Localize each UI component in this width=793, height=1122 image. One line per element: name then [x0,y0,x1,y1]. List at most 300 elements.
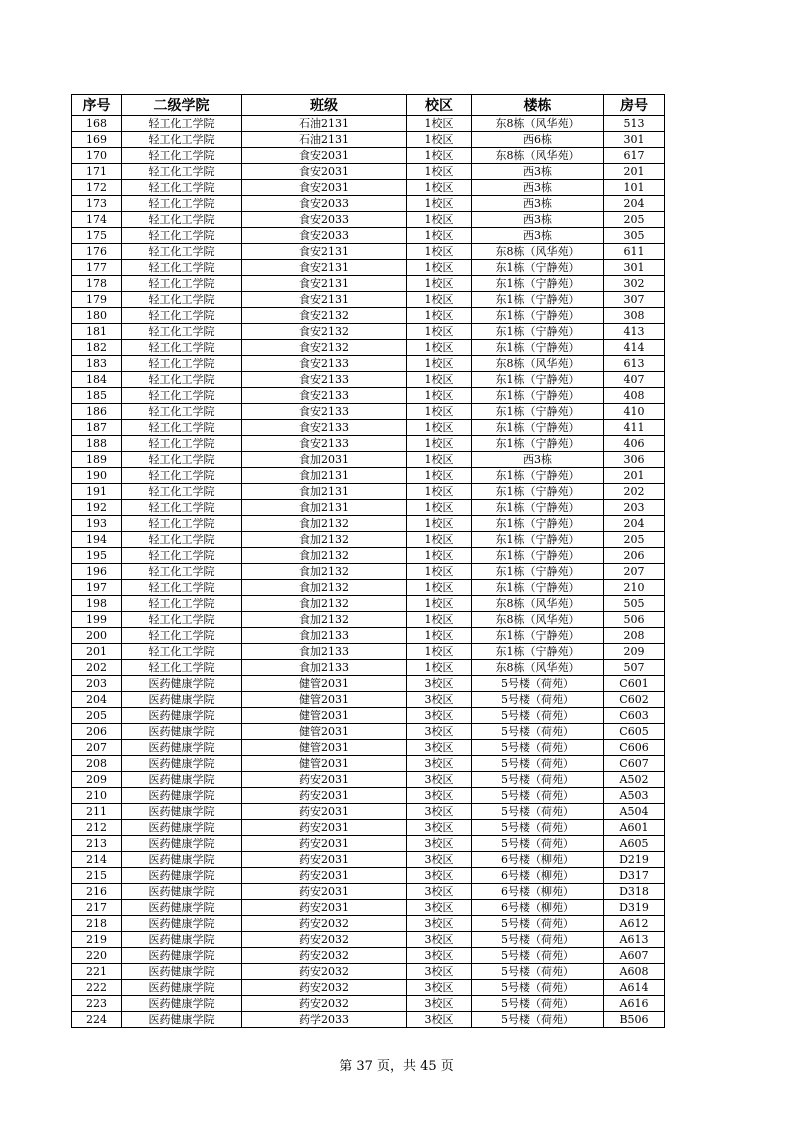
table-row [72,692,665,708]
cell-building: 东1栋（宁静苑） [472,292,604,308]
cell-index: 218 [72,916,122,932]
cell-college: 医药健康学院 [122,676,242,692]
cell-index: 198 [72,596,122,612]
cell-class: 食安2132 [242,308,407,324]
table-row [72,340,665,356]
cell-room: D219 [604,852,665,868]
cell-index: 176 [72,244,122,260]
cell-index: 188 [72,436,122,452]
table-row [72,628,665,644]
cell-class: 石油2131 [242,132,407,148]
cell-college: 医药健康学院 [122,724,242,740]
cell-index: 169 [72,132,122,148]
table-row [72,468,665,484]
table-row [72,228,665,244]
cell-class: 药安2031 [242,868,407,884]
cell-room: 611 [604,244,665,260]
header-building: 楼栋 [472,95,604,116]
cell-class: 食安2132 [242,340,407,356]
cell-building: 东1栋（宁静苑） [472,564,604,580]
cell-index: 172 [72,180,122,196]
cell-college: 轻工化工学院 [122,436,242,452]
cell-building: 东1栋（宁静苑） [472,548,604,564]
cell-index: 201 [72,644,122,660]
cell-class: 药安2031 [242,804,407,820]
cell-building: 5号楼（荷苑） [472,932,604,948]
cell-building: 东8栋（风华苑） [472,244,604,260]
table-row [72,548,665,564]
cell-index: 208 [72,756,122,772]
cell-campus: 1校区 [407,324,472,340]
cell-room: 513 [604,116,665,132]
cell-index: 216 [72,884,122,900]
cell-building: 5号楼（荷苑） [472,964,604,980]
cell-class: 药安2031 [242,820,407,836]
cell-index: 220 [72,948,122,964]
table-row [72,532,665,548]
cell-room: 506 [604,612,665,628]
cell-class: 食安2033 [242,228,407,244]
cell-class: 食安2133 [242,404,407,420]
table-row [72,820,665,836]
cell-room: 406 [604,436,665,452]
table-row [72,852,665,868]
table-row [72,660,665,676]
cell-college: 轻工化工学院 [122,548,242,564]
cell-college: 医药健康学院 [122,996,242,1012]
cell-class: 石油2131 [242,116,407,132]
cell-room: 205 [604,212,665,228]
cell-college: 医药健康学院 [122,884,242,900]
cell-building: 东1栋（宁静苑） [472,580,604,596]
table-row [72,612,665,628]
cell-index: 221 [72,964,122,980]
cell-room: D317 [604,868,665,884]
cell-building: 6号楼（柳苑） [472,884,604,900]
table-row [72,420,665,436]
cell-building: 东1栋（宁静苑） [472,276,604,292]
table-row [72,516,665,532]
cell-class: 药安2031 [242,900,407,916]
cell-class: 食安2031 [242,148,407,164]
cell-college: 轻工化工学院 [122,356,242,372]
cell-college: 轻工化工学院 [122,212,242,228]
cell-room: 205 [604,532,665,548]
table-row [72,164,665,180]
cell-college: 轻工化工学院 [122,292,242,308]
cell-campus: 3校区 [407,932,472,948]
table-row [72,324,665,340]
cell-index: 189 [72,452,122,468]
cell-index: 214 [72,852,122,868]
cell-room: D319 [604,900,665,916]
cell-index: 173 [72,196,122,212]
header-campus: 校区 [407,95,472,116]
cell-room: 203 [604,500,665,516]
cell-index: 193 [72,516,122,532]
cell-college: 医药健康学院 [122,772,242,788]
table-row [72,196,665,212]
cell-room: A504 [604,804,665,820]
table-row [72,724,665,740]
cell-class: 食安2132 [242,324,407,340]
cell-college: 轻工化工学院 [122,148,242,164]
cell-index: 223 [72,996,122,1012]
cell-building: 东1栋（宁静苑） [472,372,604,388]
cell-class: 药安2032 [242,996,407,1012]
cell-index: 212 [72,820,122,836]
cell-class: 食安2133 [242,372,407,388]
cell-class: 食安2131 [242,244,407,260]
cell-class: 食安2131 [242,260,407,276]
cell-college: 医药健康学院 [122,756,242,772]
cell-room: 302 [604,276,665,292]
cell-campus: 1校区 [407,452,472,468]
cell-campus: 1校区 [407,644,472,660]
cell-college: 轻工化工学院 [122,340,242,356]
cell-campus: 3校区 [407,948,472,964]
cell-building: 5号楼（荷苑） [472,724,604,740]
cell-building: 东1栋（宁静苑） [472,500,604,516]
cell-room: 101 [604,180,665,196]
cell-building: 西3栋 [472,228,604,244]
cell-class: 健管2031 [242,708,407,724]
table-row [72,900,665,916]
cell-college: 轻工化工学院 [122,564,242,580]
cell-index: 186 [72,404,122,420]
cell-campus: 1校区 [407,212,472,228]
cell-index: 177 [72,260,122,276]
cell-building: 5号楼（荷苑） [472,708,604,724]
cell-class: 药安2031 [242,836,407,852]
cell-building: 东1栋（宁静苑） [472,388,604,404]
cell-index: 203 [72,676,122,692]
cell-room: 301 [604,260,665,276]
cell-college: 医药健康学院 [122,932,242,948]
cell-campus: 3校区 [407,724,472,740]
cell-room: 201 [604,164,665,180]
cell-index: 178 [72,276,122,292]
cell-campus: 1校区 [407,564,472,580]
cell-campus: 1校区 [407,196,472,212]
cell-index: 180 [72,308,122,324]
cell-building: 5号楼（荷苑） [472,804,604,820]
cell-building: 西3栋 [472,164,604,180]
cell-building: 东1栋（宁静苑） [472,324,604,340]
cell-index: 187 [72,420,122,436]
cell-building: 东1栋（宁静苑） [472,644,604,660]
table-row [72,868,665,884]
cell-building: 东8栋（风华苑） [472,148,604,164]
table-row [72,772,665,788]
cell-class: 食加2031 [242,452,407,468]
table-row [72,388,665,404]
cell-index: 196 [72,564,122,580]
cell-building: 5号楼（荷苑） [472,788,604,804]
dormitory-table [71,94,665,1028]
cell-room: 613 [604,356,665,372]
cell-class: 食加2132 [242,532,407,548]
cell-room: C605 [604,724,665,740]
cell-college: 轻工化工学院 [122,420,242,436]
cell-building: 5号楼（荷苑） [472,1012,604,1028]
cell-index: 185 [72,388,122,404]
cell-building: 西6栋 [472,132,604,148]
table-row [72,996,665,1012]
cell-college: 轻工化工学院 [122,132,242,148]
header-index: 序号 [72,95,122,116]
cell-room: 305 [604,228,665,244]
table-row [72,276,665,292]
table-row [72,308,665,324]
cell-index: 205 [72,708,122,724]
cell-college: 轻工化工学院 [122,612,242,628]
cell-class: 食加2132 [242,564,407,580]
cell-class: 食安2131 [242,276,407,292]
cell-room: A616 [604,996,665,1012]
cell-college: 轻工化工学院 [122,324,242,340]
cell-college: 医药健康学院 [122,692,242,708]
table-row [72,452,665,468]
cell-college: 医药健康学院 [122,708,242,724]
cell-campus: 1校区 [407,628,472,644]
cell-room: 306 [604,452,665,468]
header-room: 房号 [604,95,665,116]
cell-college: 轻工化工学院 [122,580,242,596]
cell-class: 食加2131 [242,500,407,516]
cell-building: 东1栋（宁静苑） [472,484,604,500]
cell-room: C602 [604,692,665,708]
table-row [72,884,665,900]
cell-building: 东8栋（风华苑） [472,116,604,132]
cell-building: 东1栋（宁静苑） [472,436,604,452]
cell-class: 食加2132 [242,596,407,612]
cell-campus: 3校区 [407,804,472,820]
cell-room: C603 [604,708,665,724]
cell-college: 医药健康学院 [122,948,242,964]
table-row [72,260,665,276]
cell-index: 210 [72,788,122,804]
header-college: 二级学院 [122,95,242,116]
cell-room: 307 [604,292,665,308]
cell-college: 轻工化工学院 [122,628,242,644]
cell-campus: 1校区 [407,148,472,164]
cell-college: 轻工化工学院 [122,388,242,404]
cell-campus: 3校区 [407,964,472,980]
table-row [72,180,665,196]
cell-building: 5号楼（荷苑） [472,836,604,852]
cell-index: 215 [72,868,122,884]
cell-campus: 1校区 [407,484,472,500]
cell-campus: 1校区 [407,548,472,564]
cell-index: 183 [72,356,122,372]
cell-index: 204 [72,692,122,708]
cell-index: 219 [72,932,122,948]
cell-class: 食安2033 [242,196,407,212]
cell-college: 医药健康学院 [122,788,242,804]
cell-campus: 1校区 [407,276,472,292]
cell-building: 5号楼（荷苑） [472,772,604,788]
cell-college: 医药健康学院 [122,964,242,980]
cell-room: C601 [604,676,665,692]
table-row [72,980,665,996]
cell-college: 轻工化工学院 [122,644,242,660]
cell-class: 药安2032 [242,948,407,964]
cell-building: 5号楼（荷苑） [472,820,604,836]
cell-class: 食安2033 [242,212,407,228]
table-row [72,644,665,660]
cell-room: 407 [604,372,665,388]
cell-class: 食安2133 [242,420,407,436]
table-row [72,836,665,852]
cell-building: 东1栋（宁静苑） [472,468,604,484]
cell-building: 西3栋 [472,196,604,212]
cell-college: 医药健康学院 [122,836,242,852]
cell-campus: 1校区 [407,596,472,612]
cell-class: 食安2133 [242,436,407,452]
cell-college: 轻工化工学院 [122,116,242,132]
cell-index: 171 [72,164,122,180]
cell-building: 西3栋 [472,180,604,196]
cell-campus: 3校区 [407,884,472,900]
cell-campus: 1校区 [407,660,472,676]
cell-campus: 1校区 [407,372,472,388]
cell-campus: 1校区 [407,404,472,420]
cell-campus: 1校区 [407,132,472,148]
table-row [72,804,665,820]
cell-college: 医药健康学院 [122,980,242,996]
cell-building: 西3栋 [472,452,604,468]
cell-college: 轻工化工学院 [122,484,242,500]
cell-campus: 1校区 [407,228,472,244]
cell-index: 174 [72,212,122,228]
table-row [72,1012,665,1028]
cell-class: 食加2131 [242,468,407,484]
cell-room: 206 [604,548,665,564]
table-row [72,292,665,308]
cell-college: 轻工化工学院 [122,516,242,532]
cell-campus: 1校区 [407,468,472,484]
cell-campus: 1校区 [407,116,472,132]
cell-class: 食加2133 [242,644,407,660]
cell-index: 181 [72,324,122,340]
cell-building: 东1栋（宁静苑） [472,404,604,420]
cell-index: 175 [72,228,122,244]
cell-index: 211 [72,804,122,820]
cell-room: 209 [604,644,665,660]
cell-class: 药安2031 [242,884,407,900]
table-row [72,788,665,804]
cell-index: 217 [72,900,122,916]
cell-college: 轻工化工学院 [122,532,242,548]
header-row [72,95,665,116]
table-row [72,596,665,612]
cell-index: 224 [72,1012,122,1028]
cell-campus: 3校区 [407,708,472,724]
cell-campus: 3校区 [407,996,472,1012]
cell-index: 179 [72,292,122,308]
cell-building: 西3栋 [472,212,604,228]
table-row [72,916,665,932]
page-number: 第 37 页，共 45 页 [339,1059,454,1074]
cell-building: 6号楼（柳苑） [472,868,604,884]
cell-room: A605 [604,836,665,852]
cell-class: 食安2131 [242,292,407,308]
cell-index: 195 [72,548,122,564]
cell-campus: 1校区 [407,340,472,356]
table-row [72,676,665,692]
cell-college: 医药健康学院 [122,852,242,868]
cell-index: 207 [72,740,122,756]
cell-class: 健管2031 [242,692,407,708]
cell-room: A502 [604,772,665,788]
cell-room: D318 [604,884,665,900]
cell-index: 199 [72,612,122,628]
cell-room: B506 [604,1012,665,1028]
cell-room: A613 [604,932,665,948]
cell-room: A607 [604,948,665,964]
cell-campus: 3校区 [407,852,472,868]
cell-building: 东1栋（宁静苑） [472,260,604,276]
cell-building: 6号楼（柳苑） [472,852,604,868]
cell-room: 208 [604,628,665,644]
cell-index: 170 [72,148,122,164]
cell-college: 医药健康学院 [122,1012,242,1028]
cell-campus: 3校区 [407,788,472,804]
cell-index: 168 [72,116,122,132]
cell-college: 医药健康学院 [122,916,242,932]
cell-campus: 1校区 [407,260,472,276]
cell-campus: 1校区 [407,420,472,436]
cell-room: A601 [604,820,665,836]
cell-index: 197 [72,580,122,596]
cell-college: 轻工化工学院 [122,372,242,388]
cell-campus: 1校区 [407,244,472,260]
cell-college: 轻工化工学院 [122,468,242,484]
table-row [72,372,665,388]
cell-room: 207 [604,564,665,580]
cell-college: 轻工化工学院 [122,228,242,244]
cell-building: 东1栋（宁静苑） [472,628,604,644]
cell-class: 健管2031 [242,676,407,692]
cell-room: A612 [604,916,665,932]
cell-class: 药安2032 [242,964,407,980]
cell-room: A614 [604,980,665,996]
cell-campus: 1校区 [407,164,472,180]
cell-class: 药安2031 [242,852,407,868]
cell-room: 301 [604,132,665,148]
cell-campus: 1校区 [407,356,472,372]
cell-college: 轻工化工学院 [122,244,242,260]
cell-class: 药安2032 [242,980,407,996]
cell-index: 184 [72,372,122,388]
table-row [72,244,665,260]
cell-campus: 1校区 [407,612,472,628]
cell-room: C607 [604,756,665,772]
cell-campus: 1校区 [407,292,472,308]
cell-room: 308 [604,308,665,324]
table-row [72,756,665,772]
cell-class: 药学2033 [242,1012,407,1028]
cell-building: 东8栋（风华苑） [472,596,604,612]
cell-room: 505 [604,596,665,612]
cell-building: 5号楼（荷苑） [472,996,604,1012]
cell-college: 轻工化工学院 [122,596,242,612]
cell-index: 191 [72,484,122,500]
cell-building: 5号楼（荷苑） [472,692,604,708]
cell-college: 轻工化工学院 [122,308,242,324]
cell-class: 健管2031 [242,756,407,772]
